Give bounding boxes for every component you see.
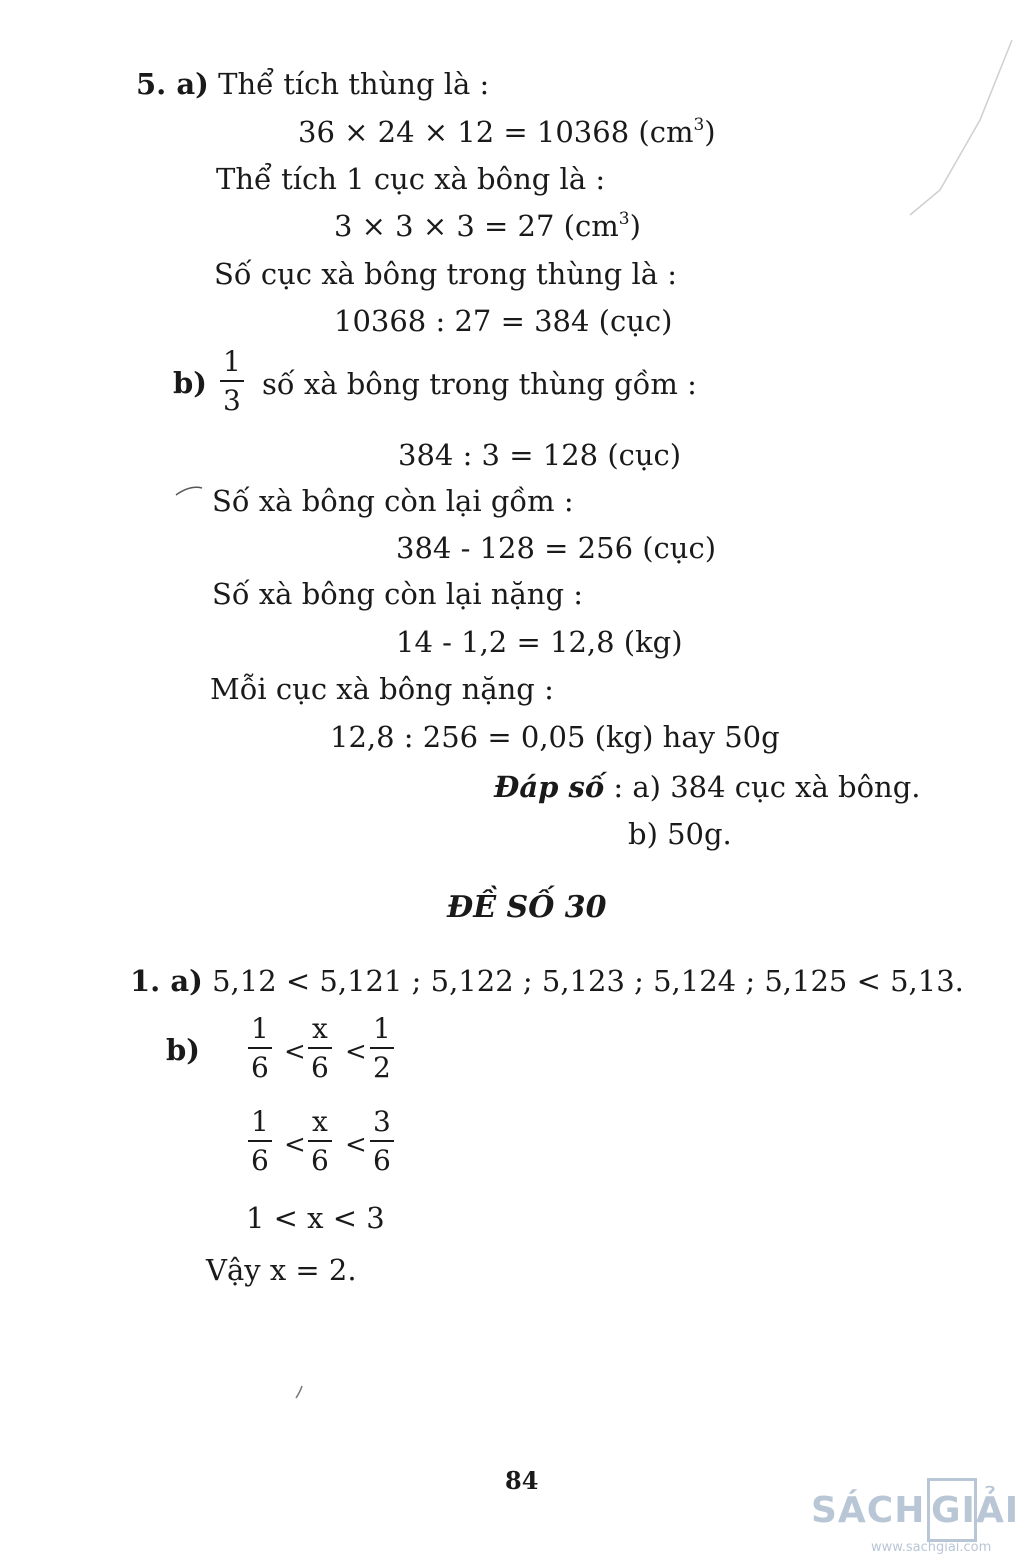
problem-1-b-label: b) [166, 1033, 200, 1067]
less-than-sign: < [345, 1130, 367, 1160]
fraction-numerator: 1 [251, 1012, 269, 1045]
fraction-denominator: 6 [373, 1144, 391, 1177]
fraction-numerator: 1 [251, 1105, 269, 1138]
answer-line-b: b) 50g. [628, 817, 732, 851]
page-number: 84 [505, 1466, 539, 1495]
each-soap-weight-heading: Mỗi cục xà bông nặng : [210, 672, 554, 706]
watermark-text-left: SÁCH [811, 1490, 926, 1531]
fraction-denominator: 3 [223, 384, 241, 417]
volume-soap-calc-text: 3 × 3 × 3 = 27 (cm [334, 209, 619, 243]
volume-box-heading: Thể tích thùng là : [218, 67, 490, 101]
remaining-soap-calc: 384 - 128 = 256 (cục) [396, 531, 717, 565]
inequality-line: 1 < x < 3 [246, 1201, 385, 1235]
part-b-heading: số xà bông trong thùng gồm : [262, 367, 697, 401]
soap-count-calc: 10368 : 27 = 384 (cục) [334, 304, 673, 338]
problem-1-label: 1. a) [130, 964, 203, 998]
cubic-superscript: 3 [693, 115, 705, 135]
fraction-numerator: 1 [373, 1012, 391, 1045]
cubic-superscript: 3 [618, 209, 630, 229]
fraction-denominator: 6 [251, 1144, 269, 1177]
fraction-numerator: 1 [223, 345, 241, 378]
answer-label: Đáp số [494, 770, 605, 804]
watermark-text-box: GIẢI [931, 1490, 1020, 1531]
fraction-numerator: 3 [373, 1105, 391, 1138]
soap-count-heading: Số cục xà bông trong thùng là : [214, 257, 678, 291]
remaining-weight-calc: 14 - 1,2 = 12,8 (kg) [396, 625, 683, 659]
less-than-sign: < [345, 1037, 367, 1067]
part-b-label: b) [173, 366, 207, 400]
volume-soap-calc-close: ) [629, 209, 641, 243]
less-than-sign: < [284, 1130, 306, 1160]
problem-1-a-text: 5,12 < 5,121 ; 5,122 ; 5,123 ; 5,124 ; 5,125 < 5,13. [212, 964, 964, 998]
volume-soap-heading: Thể tích 1 cục xà bông là : [216, 162, 606, 196]
conclusion-line: Vậy x = 2. [206, 1253, 357, 1287]
volume-box-calc-close: ) [704, 115, 716, 149]
fraction-denominator: 6 [251, 1051, 269, 1084]
volume-box-calc-text: 36 × 24 × 12 = 10368 (cm [298, 115, 694, 149]
section-title: ĐỀ SỐ 30 [447, 890, 607, 925]
fraction-numerator: x [312, 1012, 328, 1045]
fraction-denominator: 6 [311, 1144, 329, 1177]
one-third-calc: 384 : 3 = 128 (cục) [398, 438, 682, 472]
problem-5-label: 5. a) [136, 67, 209, 101]
less-than-sign: < [284, 1037, 306, 1067]
fraction-denominator: 6 [311, 1051, 329, 1084]
fraction-numerator: x [312, 1105, 328, 1138]
remaining-weight-heading: Số xà bông còn lại nặng : [212, 577, 584, 611]
watermark-url: www.sachgiai.com [871, 1540, 992, 1555]
each-soap-weight-calc: 12,8 : 256 = 0,05 (kg) hay 50g [330, 720, 780, 754]
fraction-denominator: 2 [373, 1051, 391, 1084]
remaining-soap-heading: Số xà bông còn lại gồm : [212, 484, 574, 518]
answer-a-text: : a) 384 cục xà bông. [613, 770, 921, 804]
